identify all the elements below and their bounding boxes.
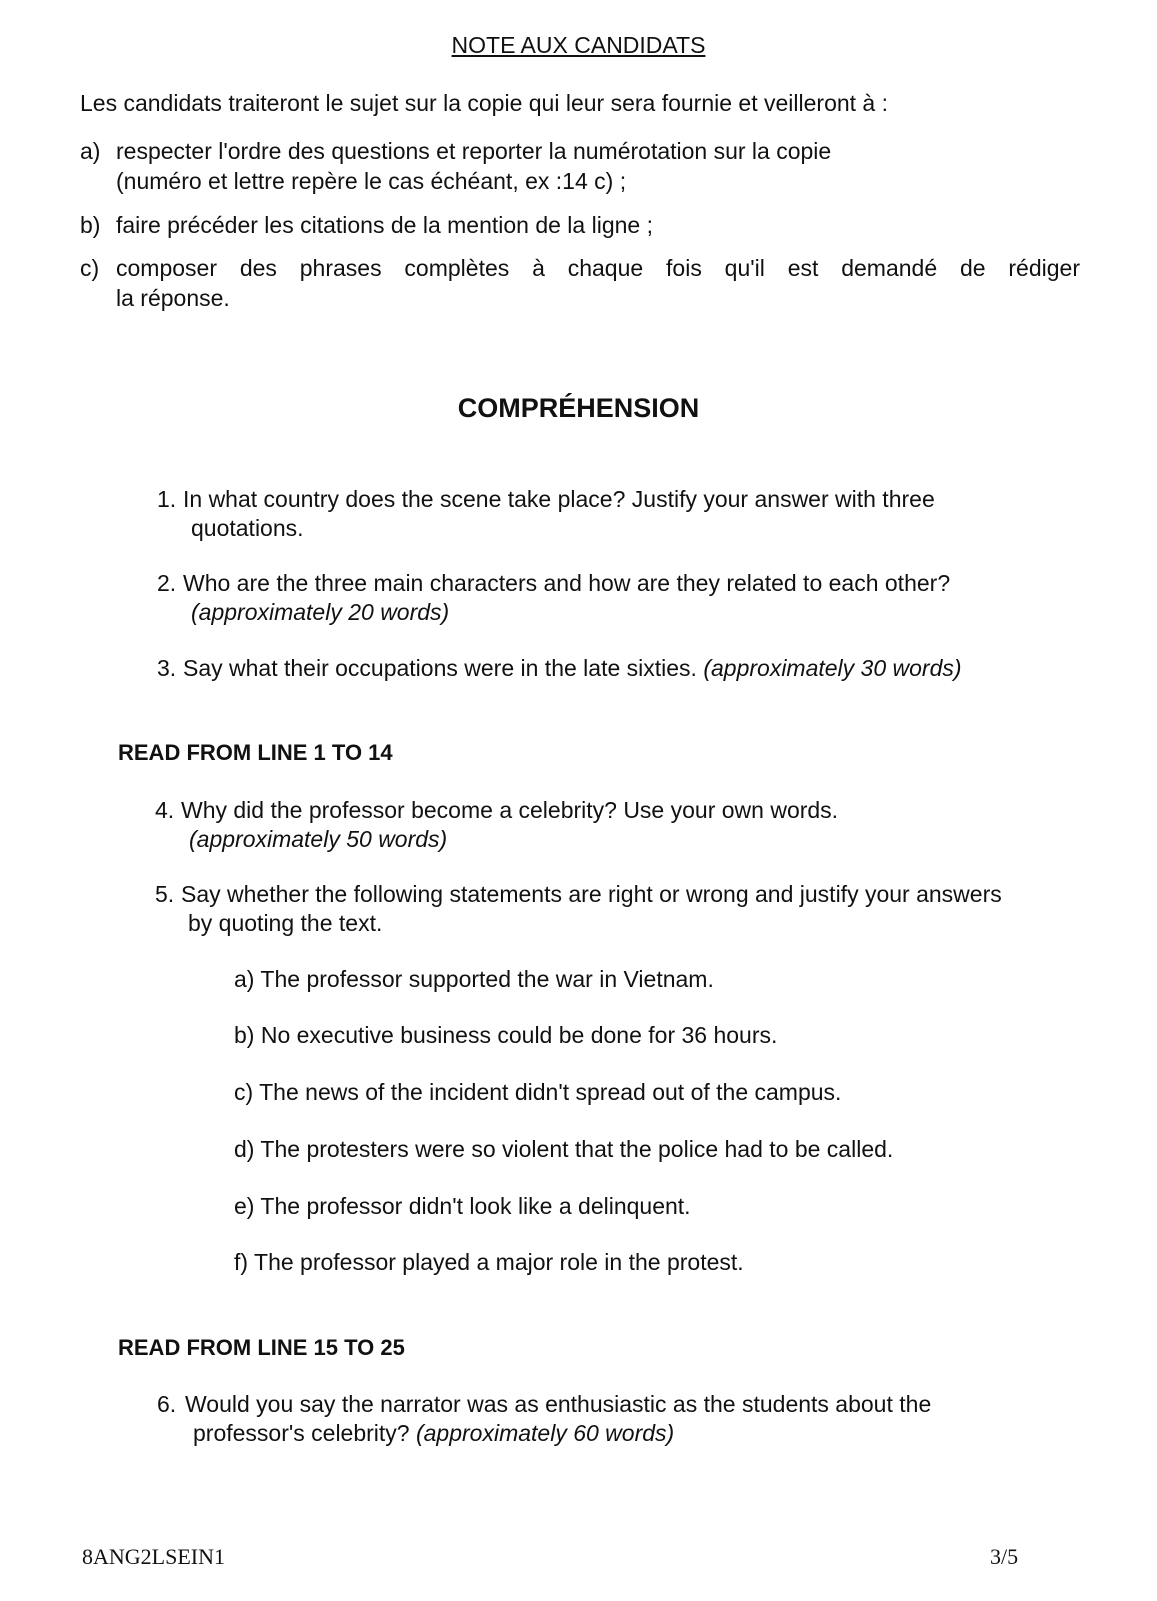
note-item-line: (numéro et lettre repère le cas échéant, ex :14 c) ; — [116, 168, 627, 194]
question-number: 5. — [155, 881, 175, 907]
question-text: professor's celebrity? — [193, 1420, 410, 1446]
note-item-marker: b) — [80, 212, 101, 238]
question-number: 2. — [157, 570, 177, 596]
section-heading: COMPRÉHENSION — [457, 393, 700, 423]
question-number: 4. — [155, 797, 175, 823]
question-hint: (approximately 50 words) — [189, 826, 448, 852]
question-text: by quoting the text. — [188, 910, 383, 936]
question-text: quotations. — [191, 515, 304, 541]
section-label-1: READ FROM LINE 1 TO 14 — [118, 740, 393, 765]
note-intro: Les candidats traiteront le sujet sur la copie qui leur sera fournie et veilleront à : — [80, 90, 888, 116]
note-item-line: composer des phrases complètes à chaque fois qu'il est demandé de rédiger — [116, 255, 1080, 281]
question-hint: (approximately 20 words) — [191, 599, 450, 625]
note-item-b — [80, 210, 1080, 240]
note-item-marker: a) — [80, 138, 101, 164]
note-item-a — [80, 136, 1080, 198]
note-item-line: la réponse. — [116, 285, 230, 311]
question-text: Say what their occupations were in the late sixties. — [183, 655, 697, 681]
statement-item: d) The protesters were so violent that the police had to be called. — [234, 1136, 894, 1162]
question-number: 6. — [157, 1391, 177, 1417]
question-text: Would you say the narrator was as enthusiastic as the students about the — [185, 1391, 932, 1417]
statement-item: e) The professor didn't look like a delinquent. — [234, 1193, 691, 1219]
statement-item: a) The professor supported the war in Vietnam. — [234, 966, 714, 992]
question-text: In what country does the scene take place? Justify your answer with three — [183, 486, 935, 512]
note-item-line: respecter l'ordre des questions et reporter la numérotation sur la copie — [116, 138, 832, 164]
question-hint: (approximately 30 words) — [703, 655, 962, 681]
note-item-c — [80, 253, 1080, 315]
statement-item: b) No executive business could be done for 36 hours. — [234, 1022, 778, 1048]
question-number: 3. — [157, 655, 177, 681]
question-text: Say whether the following statements are right or wrong and justify your answers — [181, 881, 1002, 907]
footer-code: 8ANG2LSEIN1 — [82, 1544, 225, 1569]
statement-item: f) The professor played a major role in the protest. — [234, 1249, 744, 1275]
footer-page-number: 3/5 — [990, 1544, 1019, 1569]
question-text: Who are the three main characters and how are they related to each other? — [183, 570, 951, 596]
question-text: Why did the professor become a celebrity? Use your own words. — [181, 797, 839, 823]
question-hint: (approximately 60 words) — [415, 1420, 675, 1446]
question-number: 1. — [157, 486, 177, 512]
note-item-marker: c) — [80, 255, 100, 281]
section-label-2: READ FROM LINE 15 TO 25 — [118, 1335, 405, 1360]
note-title: NOTE AUX CANDIDATS — [451, 32, 706, 58]
statement-item: c) The news of the incident didn't spread out of the campus. — [234, 1079, 842, 1105]
note-item-line: faire précéder les citations de la mention de la ligne ; — [116, 212, 653, 238]
